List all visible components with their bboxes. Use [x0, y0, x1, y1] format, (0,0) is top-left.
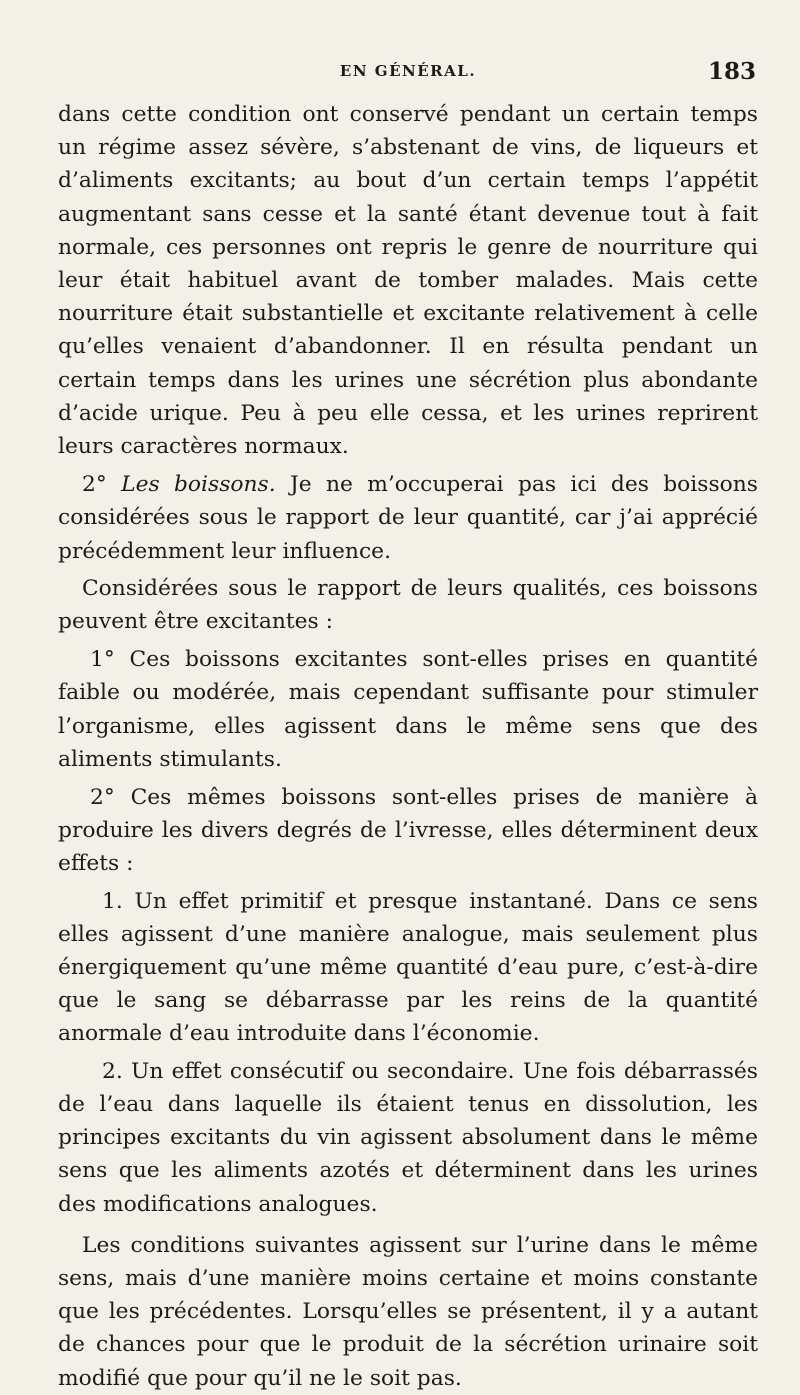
paragraph-boissons-text: Je ne m’occuperai pas ici des boissons considérées sous le rapport de leur quantité, car j’ai apprécié précédemment leur influence. [58, 472, 758, 564]
paragraph-boissons-subhead: Les boissons. [121, 472, 276, 498]
paragraph-boissons-label: 2° [82, 472, 122, 498]
paragraph-continuation: dans cette condition ont conservé pendant un certain temps un régime assez sévère, s’abstenant de vins, de liqueurs et d’aliments excitants; au bout d’un certain temps l’appétit augmentant sans cesse et la santé étant devenue tout à fait normale, ces personnes ont repris le genre de nourriture qui leur était habituel avant de tomber malades. Mais cette nourriture était substantielle et excitante relativement à celle qu’elles venaient d’abandonner. Il en résulta pendant un certain temps dans les urines une sécrétion plus abondante d’acide urique. Peu à peu elle cessa, et les urines reprirent leurs caractères normaux. [58, 102, 758, 460]
running-title: EN GÉNÉRAL. [339, 62, 477, 80]
paragraph-conditions: Les conditions suivantes agissent sur l’urine dans le même sens, mais d’une manière moins certaine et moins constante que les précédentes. Lorsqu’elles se présentent, il y a autant de chances pour que le produit de la sécrétion urinaire soit modifié que pour qu’il ne le soit pas. [58, 1232, 758, 1391]
running-head [58, 58, 758, 88]
paragraph-qualites: Considérées sous le rapport de leurs qualités, ces boissons peuvent être excitantes : [58, 575, 758, 635]
paragraph-boissons [58, 468, 758, 568]
paragraph-effet-2: 2. Un effet consécutif ou secondaire. Une fois débarrassés de l’eau dans laquelle ils étaient tenus en dissolution, les principes excitants du vin agissent absolument dans le même sens que les aliments azotés et déterminent dans les urines des modifications analogues. [58, 1058, 758, 1217]
paragraph-point-2: 2° Ces mêmes boissons sont-elles prises de manière à produire les divers degrés de l’ivresse, elles déterminent deux effets : [58, 785, 758, 877]
page-number: 183 [707, 58, 756, 85]
paragraph-point-1: 1° Ces boissons excitantes sont-elles prises en quantité faible ou modérée, mais cependant suffisante pour stimuler l’organisme, elles agissent dans le même sens que des aliments stimulants. [58, 647, 758, 772]
paragraph-effet-1: 1. Un effet primitif et presque instantané. Dans ce sens elles agissent d’une manière analogue, mais seulement plus énergiquement qu’une même quantité d’eau pure, c’est-à-dire que le sang se débarrasse par les reins de la quantité anormale d’eau introduite dans l’économie. [58, 888, 758, 1047]
page-body [58, 98, 758, 1395]
